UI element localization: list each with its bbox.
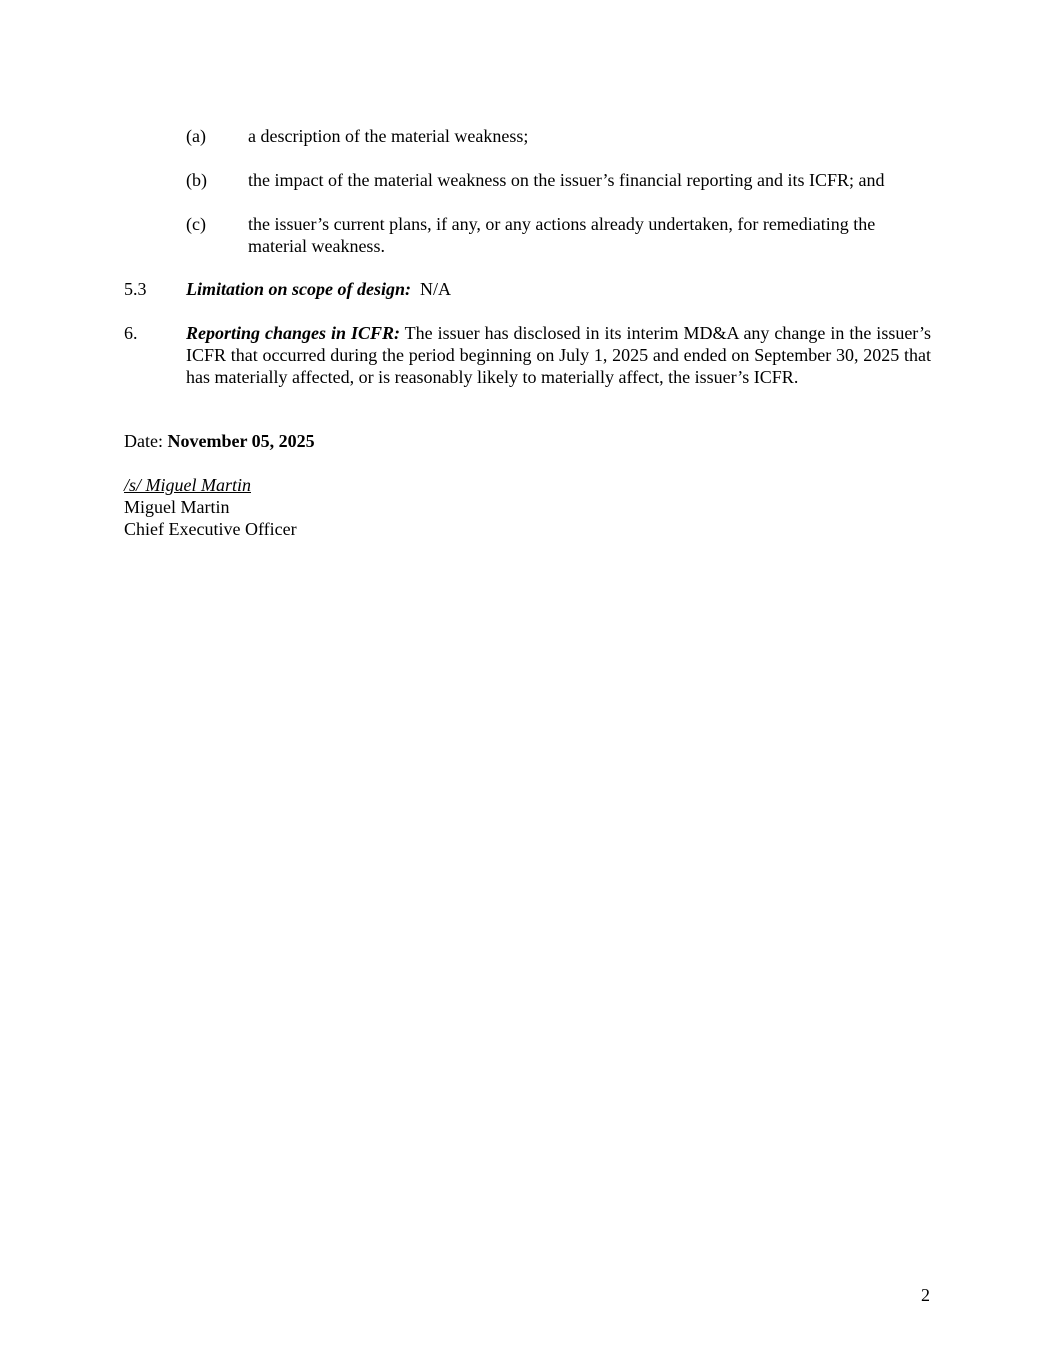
section-body bbox=[186, 322, 931, 388]
date-value: November 05, 2025 bbox=[167, 431, 315, 451]
section-text: The issuer has disclosed in its interim MD&A any change in the issuer’s ICFR that occurred during the period beginning on July 1, 2025 and ended on September 30, 2025 that has materially affected, or is reasonably likely to materially affect, the issuer’s ICFR. bbox=[186, 323, 931, 387]
page-number: 2 bbox=[921, 1285, 930, 1305]
signature-line: /s/ Miguel Martin bbox=[124, 475, 251, 495]
list-marker: (c) bbox=[186, 214, 206, 234]
list-item-text: the issuer’s current plans, if any, or any actions already undertaken, for remediating the material weakness. bbox=[248, 214, 876, 256]
date-label: Date: bbox=[124, 431, 163, 451]
date-line bbox=[124, 430, 315, 452]
signer-title: Chief Executive Officer bbox=[124, 519, 297, 539]
section-heading: Limitation on scope of design: bbox=[186, 279, 411, 299]
section-number: 5.3 bbox=[124, 279, 147, 299]
list-item-text: a description of the material weakness; bbox=[248, 126, 529, 146]
section-number: 6. bbox=[124, 323, 138, 343]
signer-name: Miguel Martin bbox=[124, 497, 230, 517]
section-heading: Reporting changes in ICFR: bbox=[186, 323, 400, 343]
section-body bbox=[186, 278, 931, 300]
section-value: N/A bbox=[420, 279, 451, 299]
list-marker: (a) bbox=[186, 126, 206, 146]
list-item-text: the impact of the material weakness on the issuer’s financial reporting and its ICFR; and bbox=[248, 170, 885, 190]
signature-block bbox=[124, 474, 297, 540]
list-marker: (b) bbox=[186, 170, 207, 190]
